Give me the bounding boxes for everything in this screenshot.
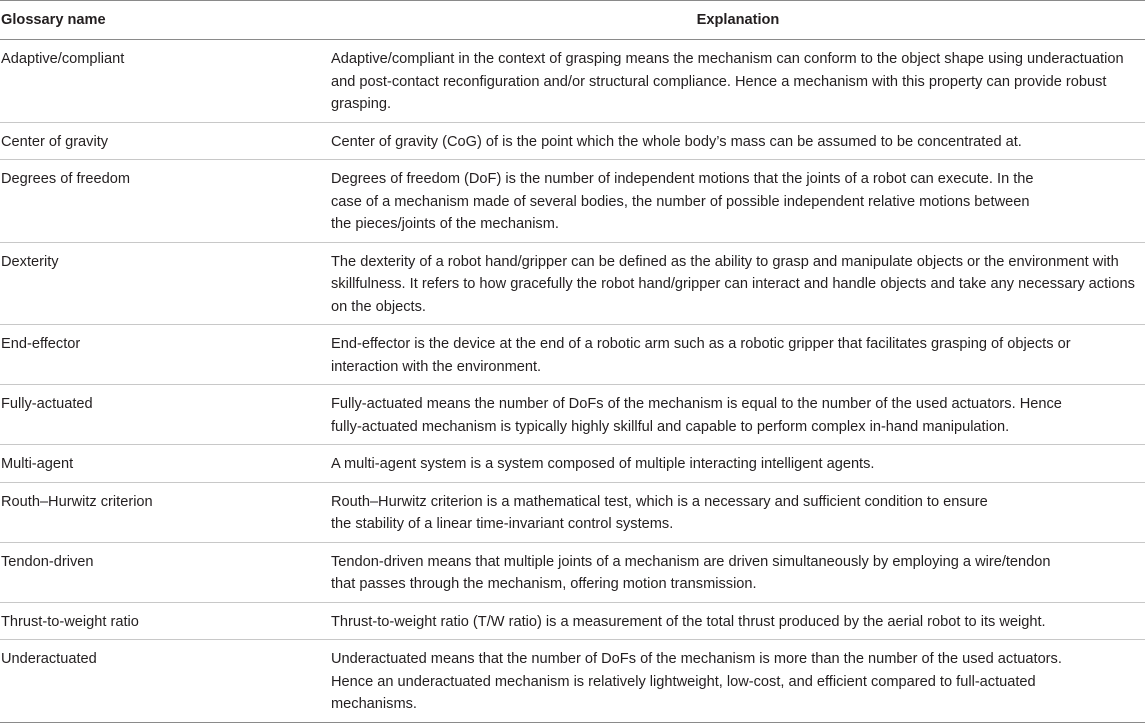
explanation-line: the stability of a linear time-invariant control systems. <box>331 516 674 532</box>
glossary-term: Center of gravity <box>0 122 331 160</box>
glossary-explanation <box>331 640 1145 723</box>
explanation-line: Thrust-to-weight ratio (T/W ratio) is a measurement of the total thrust produced by the aerial robot to its weight. <box>331 613 1046 630</box>
explanation-line: Adaptive/compliant in the context of grasping means the mechanism can conform to the object shape using underactuation <box>331 51 1124 67</box>
table-body <box>0 40 1145 723</box>
explanation-line: Routh–Hurwitz criterion is a mathematical test, which is a necessary and sufficient condition to ensure <box>331 493 988 510</box>
table-row <box>0 640 1145 723</box>
explanation-line: case of a mechanism made of several bodies, the number of possible independent relative motions between <box>331 193 1030 210</box>
header-explanation: Explanation <box>331 1 1145 40</box>
glossary-explanation <box>331 160 1145 243</box>
explanation-line: Degrees of freedom (DoF) is the number of independent motions that the joints of a robot can execute. In the <box>331 171 1034 187</box>
table-header <box>0 1 1145 40</box>
explanation-line: skillfulness. It refers to how gracefully the robot hand/gripper can interact and handle objects and take any necessary actions <box>331 276 1135 292</box>
glossary-explanation <box>331 122 1145 160</box>
table-row <box>0 542 1145 602</box>
table-row <box>0 325 1145 385</box>
glossary-term: Underactuated <box>0 640 331 723</box>
glossary-term: Adaptive/compliant <box>0 40 331 123</box>
glossary-term: Thrust-to-weight ratio <box>0 602 331 640</box>
glossary-explanation <box>331 242 1145 325</box>
explanation-line: mechanisms. <box>331 696 417 712</box>
explanation-line: End-effector is the device at the end of a robotic arm such as a robotic gripper that facilitates grasping of objects or <box>331 336 1071 352</box>
table-row <box>0 160 1145 243</box>
explanation-line: on the objects. <box>331 298 426 315</box>
glossary-explanation <box>331 445 1145 483</box>
explanation-line: interaction with the environment. <box>331 358 542 375</box>
table-row <box>0 242 1145 325</box>
explanation-line: A multi-agent system is a system composed of multiple interacting intelligent agents. <box>331 456 875 472</box>
explanation-line: Fully-actuated means the number of DoFs of the mechanism is equal to the number of the used actuators. Hence <box>331 396 1062 412</box>
header-row <box>0 1 1145 40</box>
glossary-explanation <box>331 40 1145 123</box>
table-row <box>0 445 1145 483</box>
glossary-explanation <box>331 325 1145 385</box>
explanation-line: the pieces/joints of the mechanism. <box>331 216 559 232</box>
glossary-explanation <box>331 542 1145 602</box>
glossary-explanation <box>331 385 1145 445</box>
explanation-line: Hence an underactuated mechanism is relatively lightweight, low-cost, and efficient compared to full-actuated <box>331 673 1036 690</box>
glossary-term: End-effector <box>0 325 331 385</box>
glossary-term: Fully-actuated <box>0 385 331 445</box>
table-row <box>0 482 1145 542</box>
glossary-term: Degrees of freedom <box>0 160 331 243</box>
explanation-line: Center of gravity (CoG) of is the point which the whole body’s mass can be assumed to be concentrated at. <box>331 133 1022 150</box>
explanation-line: grasping. <box>331 96 392 112</box>
explanation-line: and post-contact reconfiguration and/or structural compliance. Hence a mechanism with this property can provide robust <box>331 73 1107 90</box>
glossary-term: Tendon-driven <box>0 542 331 602</box>
glossary-explanation <box>331 482 1145 542</box>
explanation-line: that passes through the mechanism, offering motion transmission. <box>331 576 757 592</box>
table-row <box>0 602 1145 640</box>
explanation-line: Tendon-driven means that multiple joints of a mechanism are driven simultaneously by employing a wire/tendon <box>331 553 1051 570</box>
explanation-line: The dexterity of a robot hand/gripper can be defined as the ability to grasp and manipulate objects or the environment with <box>331 253 1119 270</box>
glossary-term: Multi-agent <box>0 445 331 483</box>
header-glossary-name: Glossary name <box>0 1 331 40</box>
table-row <box>0 40 1145 123</box>
glossary-term: Routh–Hurwitz criterion <box>0 482 331 542</box>
glossary-explanation <box>331 602 1145 640</box>
table-row <box>0 122 1145 160</box>
glossary-term: Dexterity <box>0 242 331 325</box>
table-row <box>0 385 1145 445</box>
explanation-line: Underactuated means that the number of DoFs of the mechanism is more than the number of the used actuators. <box>331 651 1062 667</box>
explanation-line: fully-actuated mechanism is typically highly skillful and capable to perform complex in-hand manipulation. <box>331 418 1010 435</box>
